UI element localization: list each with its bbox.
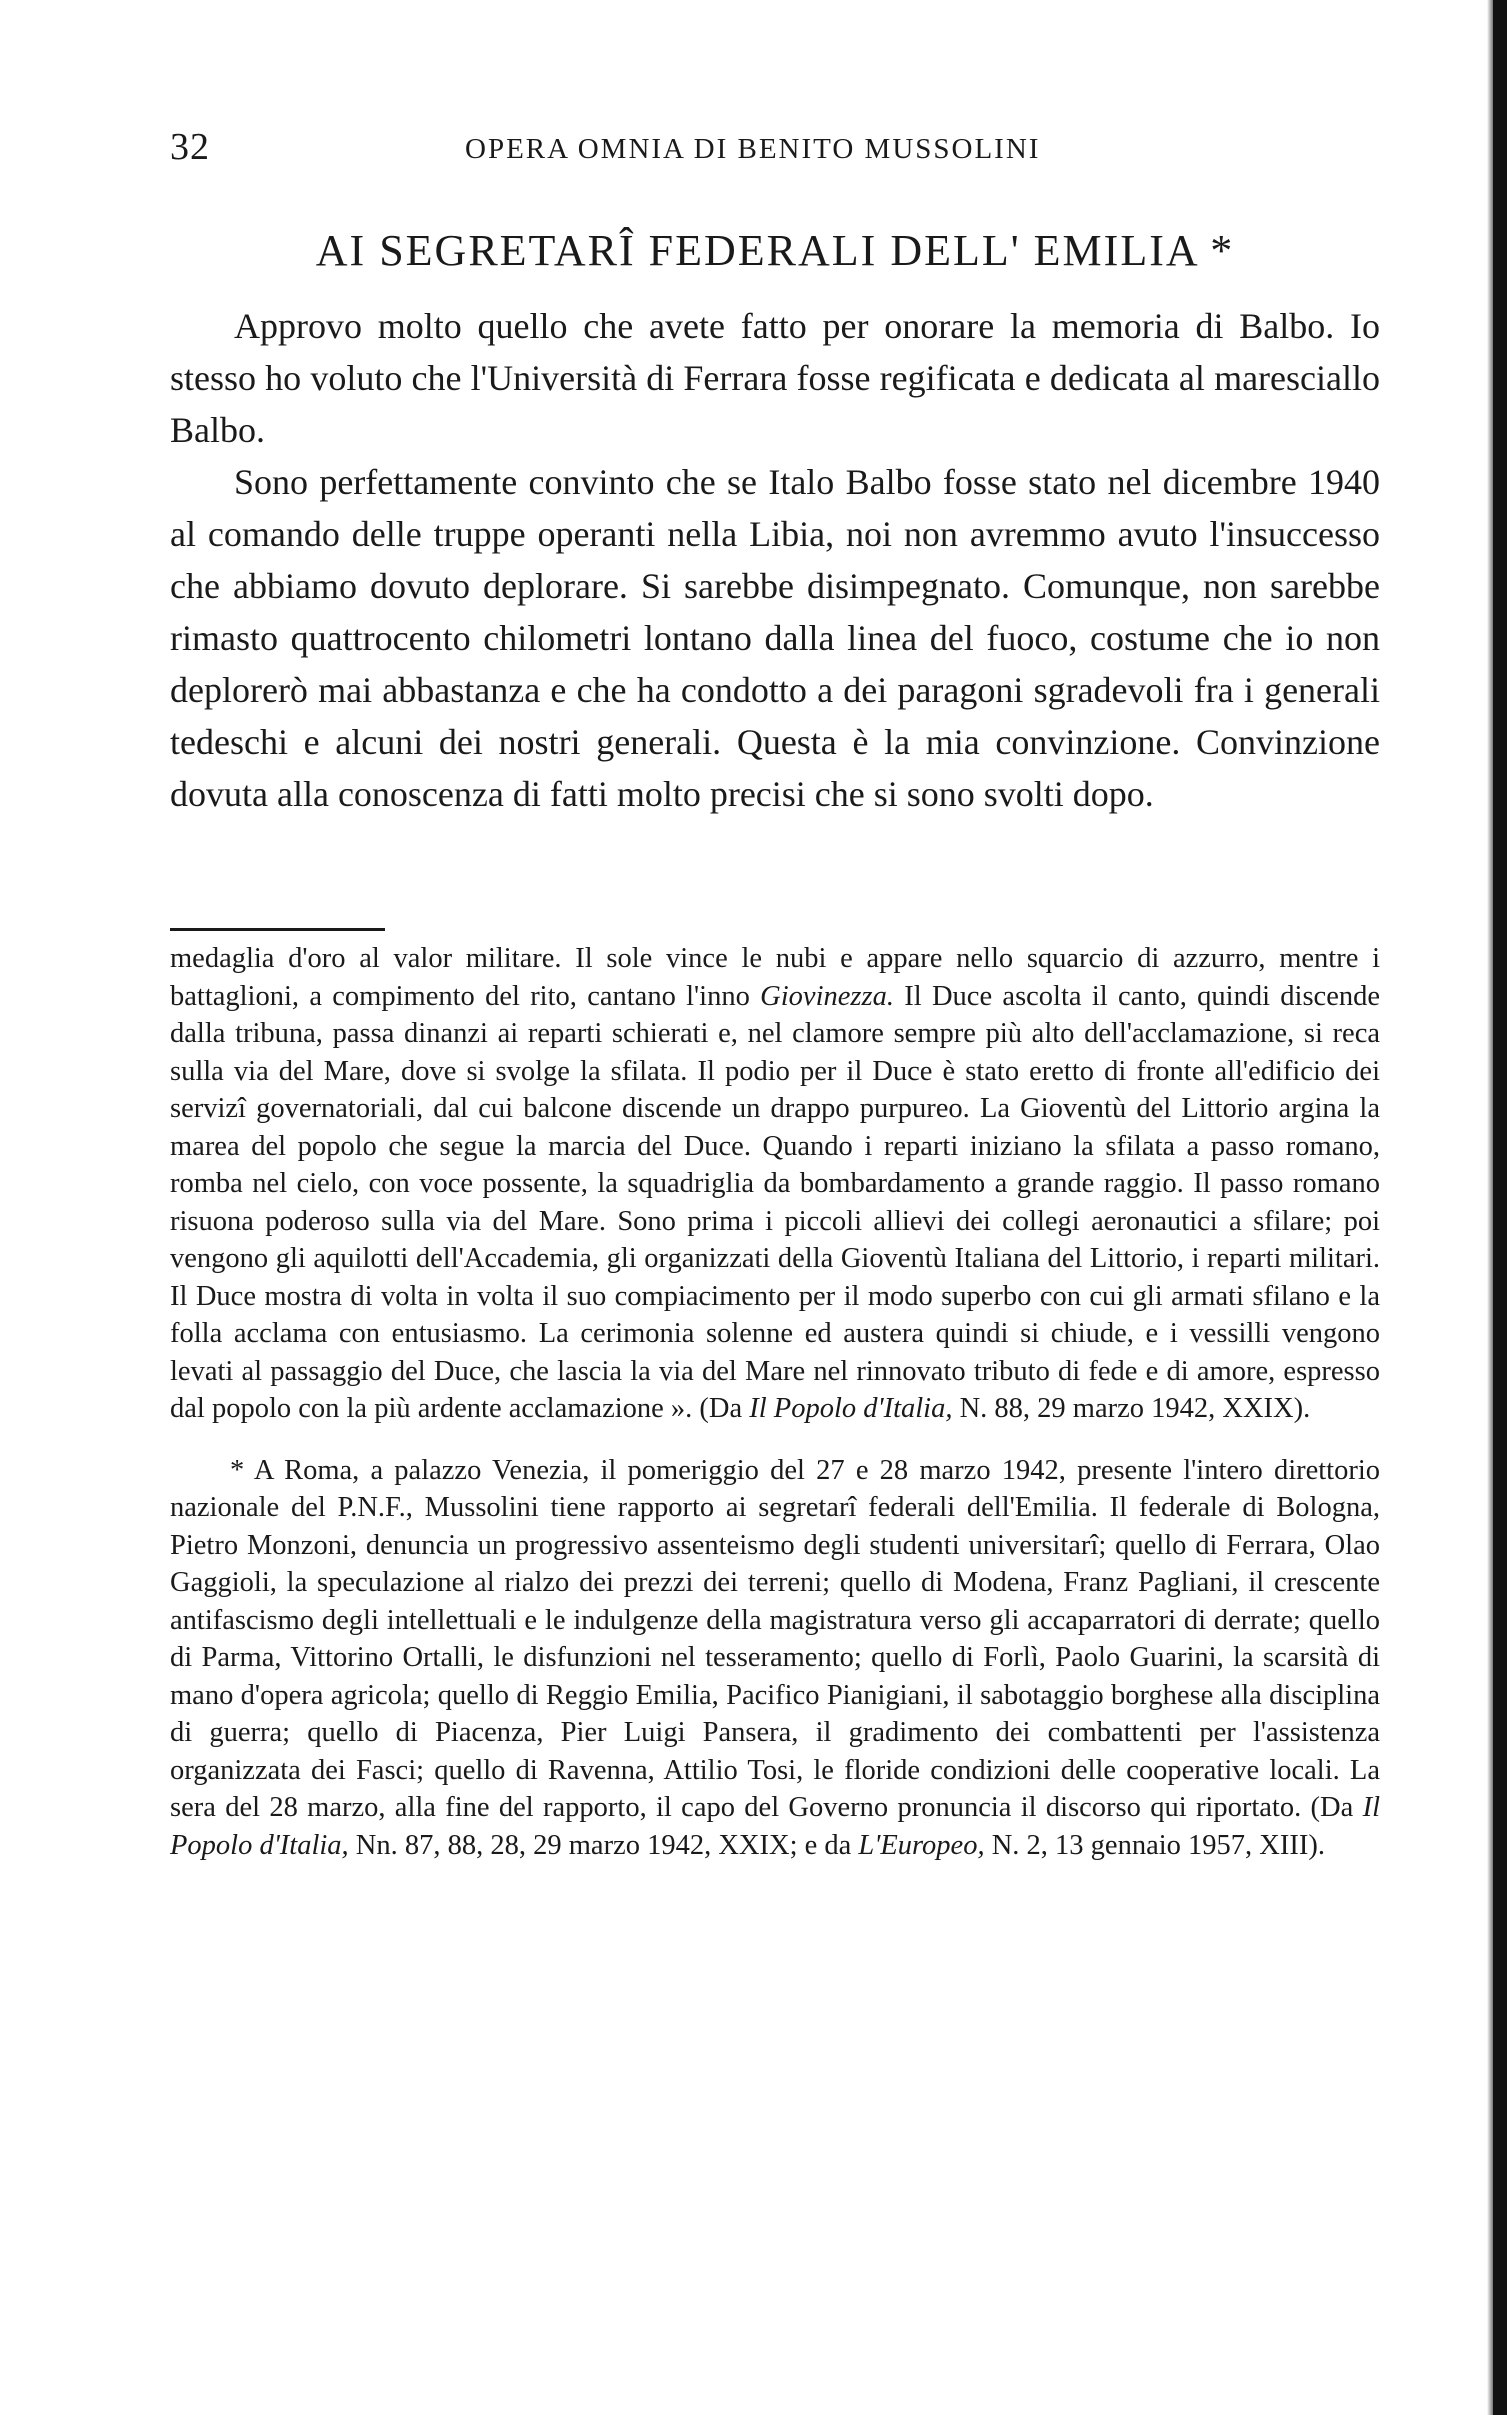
source-title: Il Popolo d'Italia, [170,1792,1380,1861]
note-text: * A Roma, a palazzo Venezia, il pomeriggio del 27 e 28 marzo 1942, presente l'intero direttorio nazionale del P.N.F., Mussolini tiene rapporto ai segretarî federali dell'Emilia. Il federale di Bologna, Pietro Monzoni, denuncia un progressivo assenteismo degli studenti universitarî; quello di Ferrara, Olao Gaggioli, la speculazione al rialzo dei prezzi dei terreni; quello di Modena, Franz Pagliani, il crescente antifascismo degli intellettuali e le indulgenze della magistratura verso gli accaparratori di derrate; quello di Parma, Vittorino Ortalli, le disfunzioni nel tesseramento; quello di Forlì, Paolo Guarini, la scarsità di mano d'opera agricola; quello di Reggio Emilia, Pacifico Pianigiani, il sabotaggio borghese alla disciplina di guerra; quello di Piacenza, Pier Luigi Pansera, il gradimento dei combattenti per l'assistenza organizzata dei Fasci; quello di Ravenna, Attilio Tosi, le floride condizioni delle cooperative locali. La sera del 28 marzo, alla fine del rapporto, il capo del Governo pronuncia il discorso qui riportato. (Da [170,1454,1380,1823]
note-text: Nn. 87, 88, 28, 29 marzo 1942, XXIX; e da [348,1829,859,1861]
note-text: N. 2, 13 gennaio 1957, XIII). [984,1829,1325,1861]
continued-footnote [170,940,1380,1428]
song-title: Giovinezza. [760,980,894,1012]
note-text: Il Duce ascolta il canto, quindi discende dalla tribuna, passa dinanzi ai reparti schierati e, nel clamore sempre più alto dell'acclamazione, si reca sulla via del Mare, dove si svolge la sfilata. Il podio per il Duce è stato eretto di fronte all'edificio dei servizî governatoriali, dal cui balcone discende un drappo purpureo. La Gioventù del Littorio argina la marea del popolo che segue la marcia del Duce. Quando i reparti iniziano la sfilata a passo romano, romba nel cielo, con voce possente, la squadriglia da bombardamento a grande raggio. Il passo romano risuona poderoso sulla via del Mare. Sono prima i piccoli allievi dei collegi aeronautici a sfilare; poi vengono gli aquilotti dell'Accademia, gli organizzati della Gioventù Italiana del Littorio, i reparti militari. Il Duce mostra di volta in volta il suo compiacimento per il modo superbo con cui gli armati sfilano e la folla acclama con entusiasmo. La cerimonia solenne ed austera quindi si chiude, e i vessilli vengono levati al passaggio del Duce, che lascia la via del Mare nel rinnovato tributo di fede e di amore, espresso dal popolo con la più ardente acclamazione ». (Da [170,980,1381,1424]
source-title: Il Popolo d'Italia, [749,1393,953,1424]
body-paragraph: Sono perfettamente convinto che se Italo Balbo fosse stato nel dicembre 1940 al comando delle truppe operanti nella Libia, noi non avremmo avuto l'insuccesso che abbiamo dovuto deplorare. Si sarebbe disimpegnato. Comunque, non sarebbe rimasto quattrocento chilometri lontano dalla linea del fuoco, costume che io non deplorerò mai abbastanza e che ha condotto a dei paragoni sgradevoli fra i generali tedeschi e alcuni dei nostri generali. Questa è la mia convinzione. Convinzione dovuta alla conoscenza di fatti molto precisi che si sono svolti dopo. [170,462,1380,814]
note-text: N. 88, 29 marzo 1942, XXIX). [952,1393,1311,1424]
source-title: L'Europeo, [858,1829,985,1861]
footnotes [170,940,1380,1864]
speech-text [170,300,1380,820]
star-footnote [170,1452,1380,1865]
note-text: medaglia d'oro al valor militare. Il sole vince le nubi e appare nello squarcio di azzurro, mentre i battaglioni, a compimento del rito, cantano l'inno [170,943,1380,1012]
page-number: 32 [170,126,210,168]
page-header [170,125,1380,175]
footnote-divider [170,928,385,931]
chapter-title: AI SEGRETARÎ FEDERALI DELL' EMILIA * [315,226,1235,275]
page-edge [1493,0,1507,2415]
body-paragraph: Approvo molto quello che avete fatto per onorare la memoria di Balbo. Io stesso ho voluto che l'Università di Ferrara fosse regificata e dedicata al maresciallo Balbo. [170,306,1380,450]
running-head: OPERA OMNIA DI BENITO MUSSOLINI [465,133,1041,165]
